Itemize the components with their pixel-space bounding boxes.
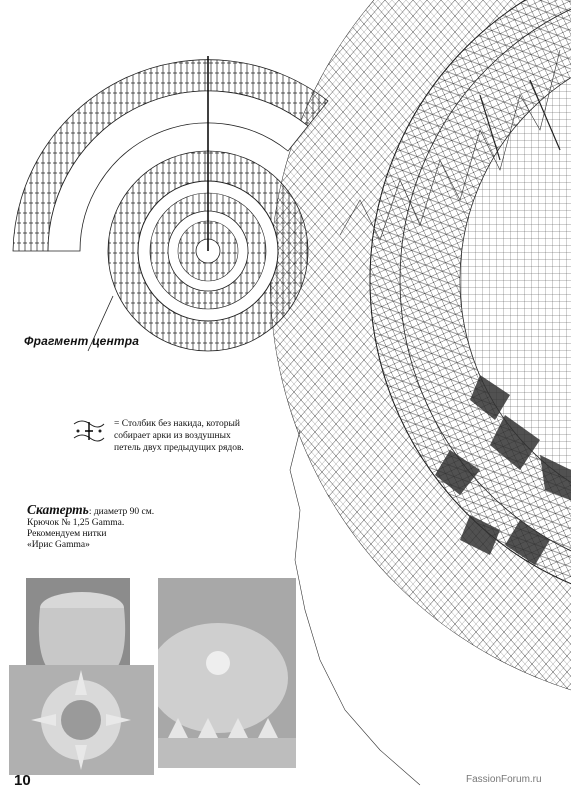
watermark: FassionForum.ru bbox=[466, 774, 542, 785]
legend-line-1: Столбик без накида, который bbox=[121, 419, 240, 429]
hook-size: Крючок № 1,25 Gamma. bbox=[27, 518, 125, 528]
tablecloth-photo-center bbox=[9, 665, 154, 775]
yarn-recommend-label: Рекомендуем нитки bbox=[27, 529, 107, 539]
tablecloth-photo-draped bbox=[26, 578, 130, 668]
center-fragment-caption: Фрагмент центра bbox=[24, 334, 140, 348]
page-number: 10 bbox=[14, 772, 31, 789]
project-info bbox=[27, 504, 227, 551]
legend-equals: = bbox=[114, 419, 120, 429]
yarn-name: «Ирис Gamma» bbox=[27, 540, 90, 550]
single-crochet-symbol-icon bbox=[72, 418, 106, 444]
tablecloth-photo-closeup bbox=[158, 578, 296, 768]
legend-description bbox=[114, 418, 279, 454]
project-title: Скатерть bbox=[27, 502, 89, 517]
project-diameter: : диаметр 90 см. bbox=[88, 507, 155, 517]
legend-line-3: петель двух предыдущих рядов. bbox=[114, 443, 244, 453]
legend-line-2: собирает арки из воздушных bbox=[114, 431, 231, 441]
center-fragment-diagram bbox=[8, 56, 338, 356]
